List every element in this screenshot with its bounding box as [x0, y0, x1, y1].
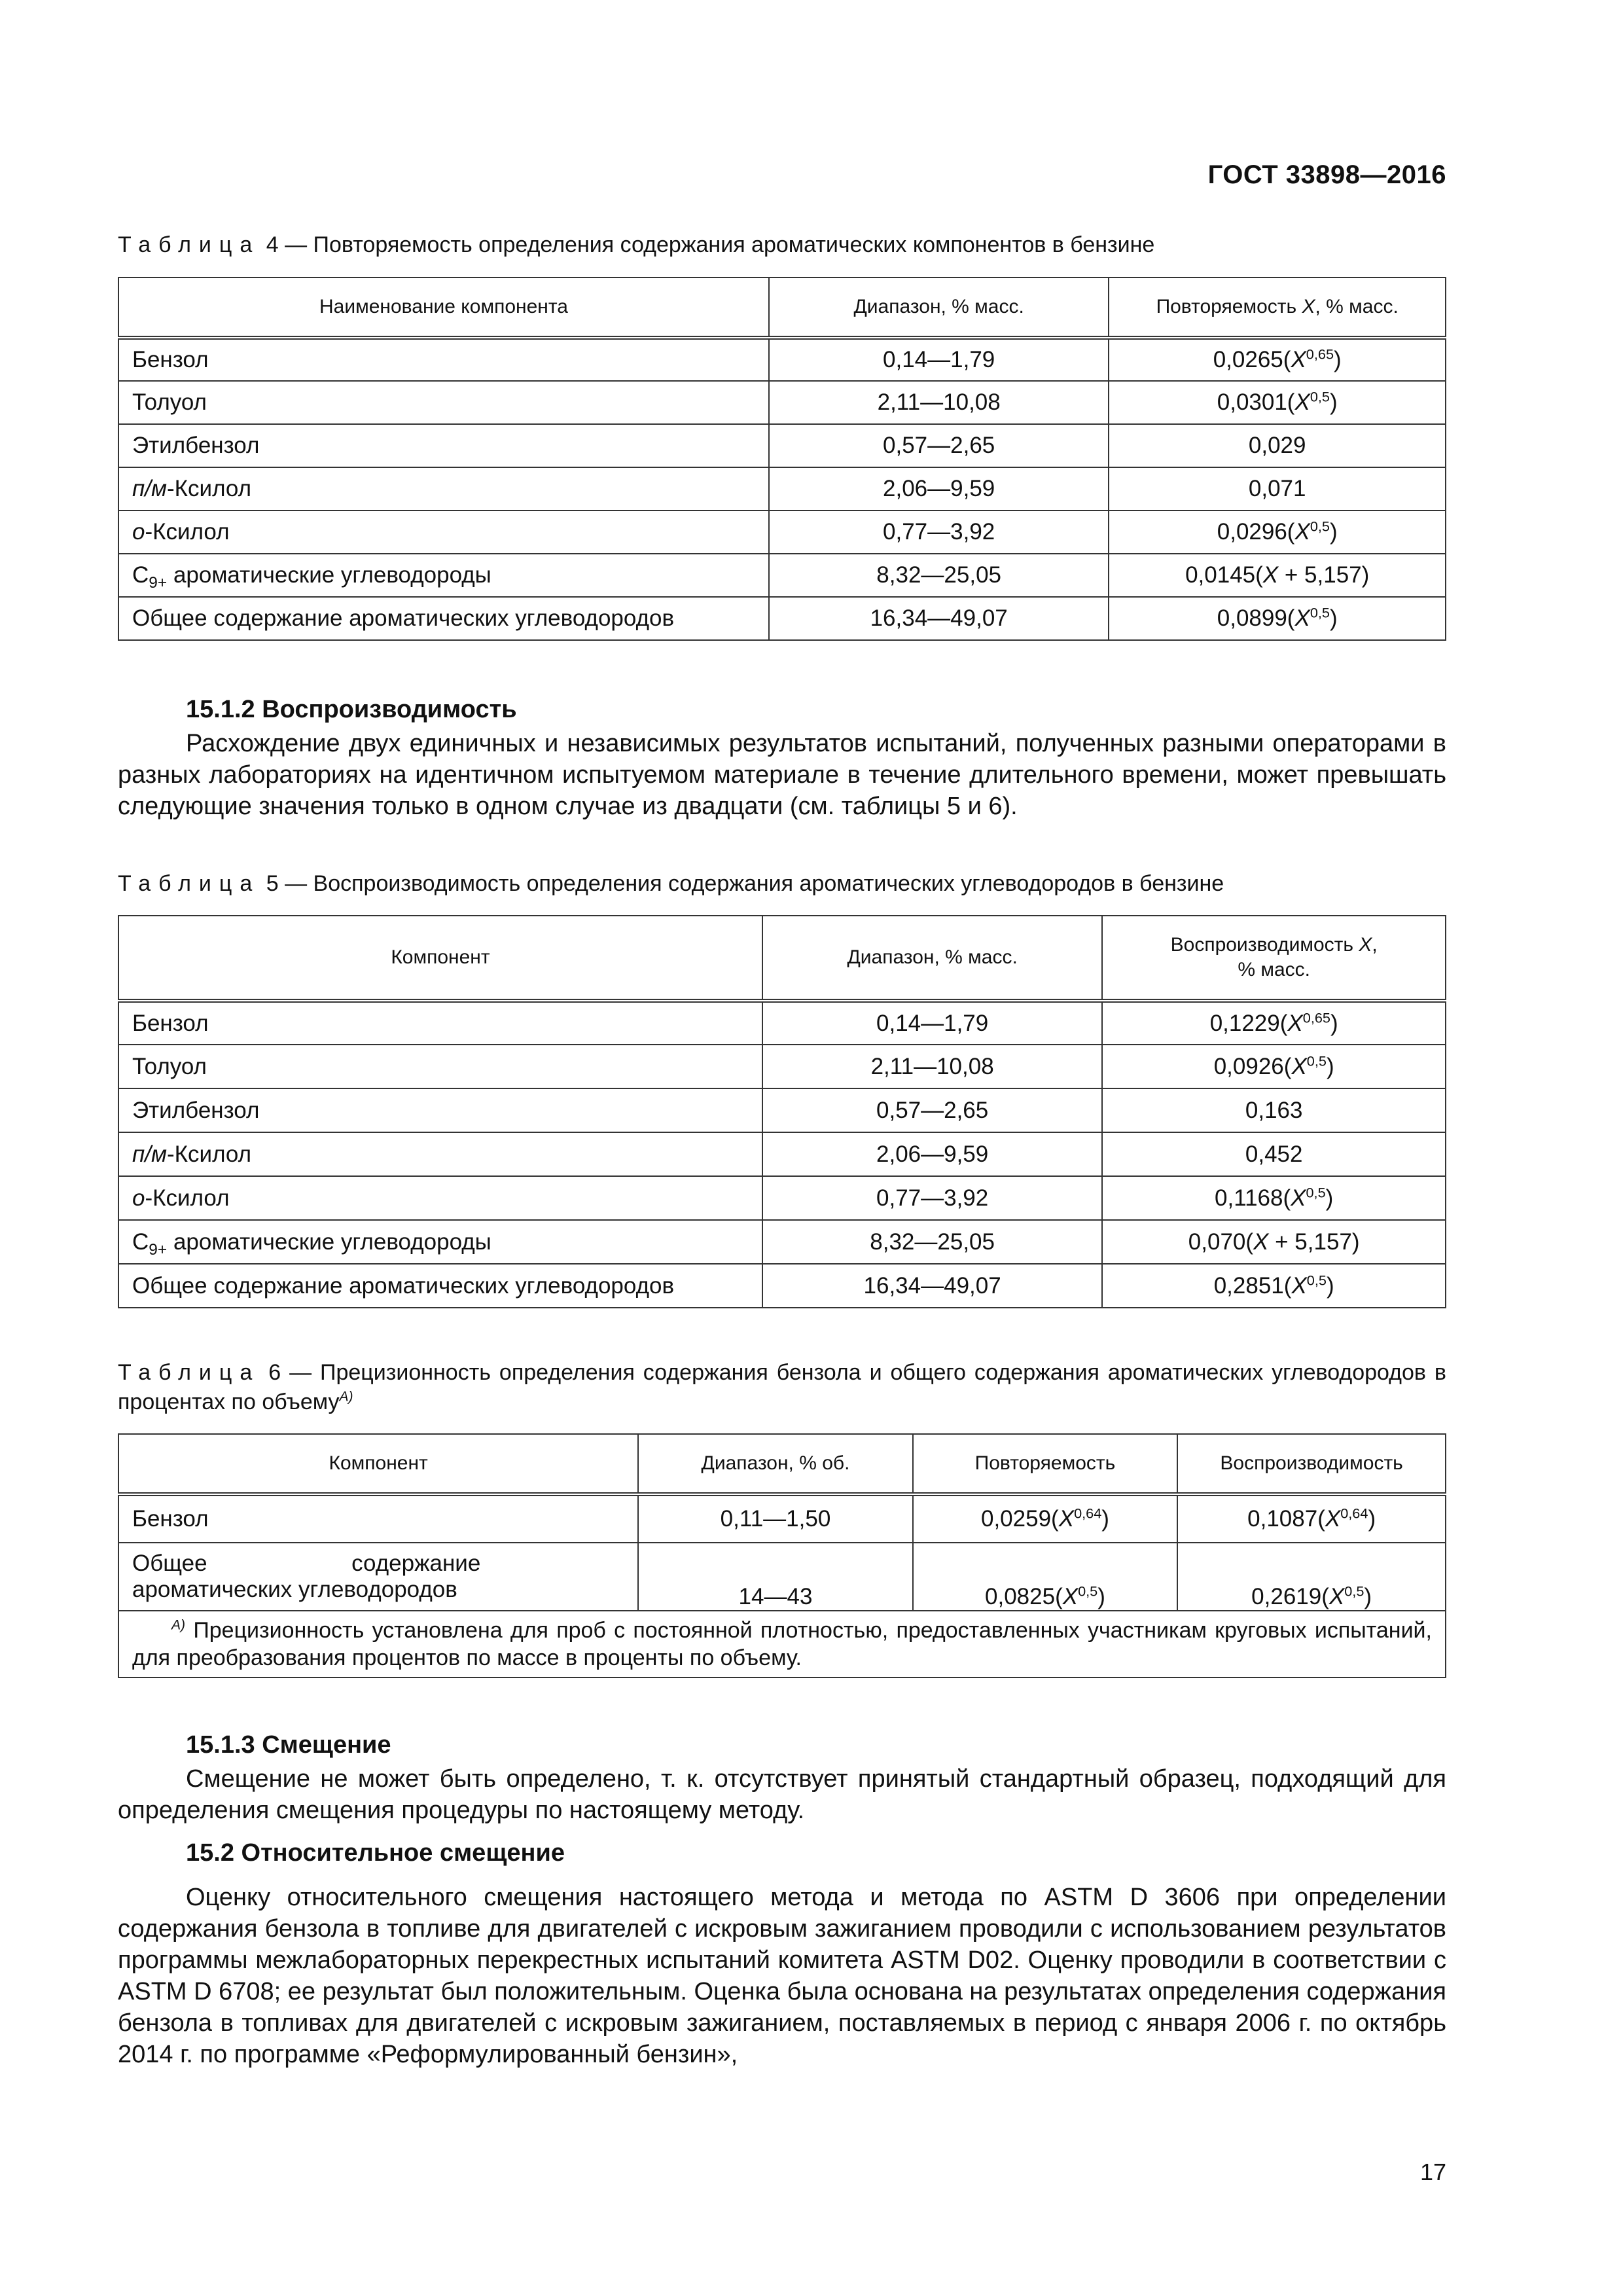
table4-cell-component: о-Ксилол — [118, 511, 769, 554]
table5-header-component: Компонент — [118, 916, 762, 1001]
table6-cell-range: 0,11—1,50 — [638, 1494, 912, 1543]
table6-body — [118, 1494, 1446, 1677]
table6-header-reproducibility: Воспроизводимость — [1177, 1434, 1446, 1494]
section-15-1-3-heading: 15.1.3 Смещение — [186, 1731, 391, 1759]
table5-row — [118, 1220, 1446, 1264]
table6-header-repeatability: Повторяемость — [913, 1434, 1178, 1494]
table6-cell-component: Бензол — [118, 1494, 638, 1543]
table6-footnote: $^{A)}$ Прецизионность установлена для проб с постоянной плотностью, предоставленных участникам круговых испытаний, для преобразования процентов по массе в проценты по объему. — [118, 1611, 1446, 1677]
table5-row — [118, 1176, 1446, 1220]
table6-header-component: Компонент — [118, 1434, 638, 1494]
section-15-1-3-text: Смещение не может быть определено, т. к. отсутствует принятый стандартный образец, подходящий для определения смещения процедуры по настоящему методу. — [118, 1765, 1446, 1824]
table4-cell-range: 0,57—2,65 — [769, 424, 1109, 467]
table4-cell-repeatability: 0,0145(X + 5,157) — [1109, 554, 1446, 597]
table6-caption-word: Таблица — [118, 1360, 260, 1385]
standard-number: ГОСТ 33898—2016 — [1207, 160, 1446, 189]
table5-caption-text: 5 — Воспроизводимость определения содержания ароматических углеводородов в бензине — [260, 871, 1224, 896]
table4-cell-component: Этилбензол — [118, 424, 769, 467]
table4-caption — [118, 230, 1446, 260]
table4-cell-range: 8,32—25,05 — [769, 554, 1109, 597]
table5-cell-reproducibility: 0,070(X + 5,157) — [1102, 1220, 1446, 1264]
table6-caption-note-mark: A) — [339, 1389, 353, 1405]
table6-cell-reproducibility: $0,2619(X^{0,5})$ — [1177, 1543, 1446, 1611]
table5-cell-reproducibility: $0,1229(X^{0,65})$ — [1102, 1001, 1446, 1045]
table4-cell-range: 16,34—49,07 — [769, 597, 1109, 640]
table4-cell-range: 0,77—3,92 — [769, 511, 1109, 554]
table4-cell-repeatability: $0,0296(X^{0,5})$ — [1109, 511, 1446, 554]
table4-row — [118, 424, 1446, 467]
table4-cell-range: 0,14—1,79 — [769, 338, 1109, 381]
table5-cell-reproducibility: $0,2851(X^{0,5})$ — [1102, 1264, 1446, 1308]
table5-cell-reproducibility: 0,163 — [1102, 1088, 1446, 1132]
table4-row — [118, 381, 1446, 424]
table4-cell-component: Бензол — [118, 338, 769, 381]
table5-header-reproducibility: Воспроизводимость X, % масс. — [1102, 916, 1446, 1001]
table4-cell-range: 2,06—9,59 — [769, 467, 1109, 511]
table5-header-range: Диапазон, % масс. — [762, 916, 1102, 1001]
table4-row — [118, 554, 1446, 597]
section-15-1-2-text: Расхождение двух единичных и независимых результатов испытаний, полученных разными операторами в разных лабораториях на идентичном испытуемом материале в течение длительного времени, может превышать следующие значения только в одном случае из двадцати (см. таблицы 5 и 6). — [118, 730, 1446, 820]
table5-row — [118, 1001, 1446, 1045]
table5-cell-range: 0,77—3,92 — [762, 1176, 1102, 1220]
table5-row — [118, 1264, 1446, 1308]
table4-cell-component: Общее содержание ароматических углеводородов — [118, 597, 769, 640]
table4-cell-repeatability: $0,0899(X^{0,5})$ — [1109, 597, 1446, 640]
table5-cell-range: 2,06—9,59 — [762, 1132, 1102, 1176]
table5-row — [118, 1088, 1446, 1132]
table6-row — [118, 1494, 1446, 1543]
table5-cell-reproducibility: 0,452 — [1102, 1132, 1446, 1176]
table4-cell-range: 2,11—10,08 — [769, 381, 1109, 424]
table5-cell-range: 2,11—10,08 — [762, 1045, 1102, 1088]
table4-row — [118, 467, 1446, 511]
table6-cell-repeatability: $0,0259(X^{0,64})$ — [913, 1494, 1178, 1543]
table5-cell-range: 16,34—49,07 — [762, 1264, 1102, 1308]
table6-cell-repeatability: $0,0825(X^{0,5})$ — [913, 1543, 1178, 1611]
table4-body — [118, 338, 1446, 640]
table4-row — [118, 511, 1446, 554]
table5-cell-component: $C_{9+}$ ароматические углеводороды — [118, 1220, 762, 1264]
table5-caption-word: Таблица — [118, 871, 260, 896]
table5-row — [118, 1045, 1446, 1088]
table4-header-repeatability: Повторяемость X, % масс. — [1109, 278, 1446, 338]
page-number: 17 — [1419, 2159, 1446, 2185]
table5-row — [118, 1132, 1446, 1176]
table5-cell-component: Общее содержание ароматических углеводородов — [118, 1264, 762, 1308]
table4-header-range: Диапазон, % масс. — [769, 278, 1109, 338]
table6-cell-component: Общее содержание ароматических углеводородов — [118, 1543, 638, 1611]
table6 — [118, 1433, 1446, 1678]
table4-cell-repeatability: 0,029 — [1109, 424, 1446, 467]
section-15-2-text: Оценку относительного смещения настоящего метода и метода по ASTM D 3606 при определении содержания бензола в топливе для двигателей с искровым зажиганием проводили с использованием результатов программы межлабораторных перекрестных испытаний комитета ASTM D02. Оценку проводили в соответствии с ASTM D 6708; ее результат был положительным. Оценка была основана на результатах определения содержания бензола в топливах для двигателей с искровым зажиганием, поставляемых в период с января 2006 г. по октябрь 2014 г. по программе «Реформулированный бензин», — [118, 1884, 1446, 2068]
table6-row — [118, 1543, 1446, 1611]
table6-cell-range: 14—43 — [638, 1543, 912, 1611]
table4-cell-component: Толуол — [118, 381, 769, 424]
table5-caption — [118, 869, 1446, 899]
table5-cell-component: Бензол — [118, 1001, 762, 1045]
table4-caption-text: 4 — Повторяемость определения содержания ароматических компонентов в бензине — [260, 232, 1155, 257]
table5 — [118, 915, 1446, 1308]
table5-cell-component: о-Ксилол — [118, 1176, 762, 1220]
table4-cell-component: п/м-Ксилол — [118, 467, 769, 511]
table4-row — [118, 597, 1446, 640]
table6-caption-text: 6 — Прецизионность определения содержания бензола и общего содержания ароматических углеводородов в процентах по объему — [118, 1360, 1446, 1414]
table4-cell-repeatability: 0,071 — [1109, 467, 1446, 511]
table4-caption-word: Таблица — [118, 232, 260, 257]
table4-cell-repeatability: $0,0265(X^{0,65})$ — [1109, 338, 1446, 381]
table6-caption — [118, 1358, 1446, 1417]
section-15-2-heading: 15.2 Относительное смещение — [186, 1839, 565, 1867]
table4-header-component: Наименование компонента — [118, 278, 769, 338]
table5-cell-component: п/м-Ксилол — [118, 1132, 762, 1176]
table5-cell-component: Этилбензол — [118, 1088, 762, 1132]
table5-body — [118, 1001, 1446, 1308]
table4-cell-component: $C_{9+}$ ароматические углеводороды — [118, 554, 769, 597]
section-15-1-2-heading: 15.1.2 Воспроизводимость — [186, 696, 517, 723]
table6-cell-reproducibility: $0,1087(X^{0,64})$ — [1177, 1494, 1446, 1543]
table5-cell-range: 8,32—25,05 — [762, 1220, 1102, 1264]
table6-header-range: Диапазон, % об. — [638, 1434, 912, 1494]
table5-cell-component: Толуол — [118, 1045, 762, 1088]
table5-cell-reproducibility: $0,1168(X^{0,5})$ — [1102, 1176, 1446, 1220]
table4-cell-repeatability: $0,0301(X^{0,5})$ — [1109, 381, 1446, 424]
table5-cell-range: 0,57—2,65 — [762, 1088, 1102, 1132]
table4 — [118, 277, 1446, 641]
table4-row — [118, 338, 1446, 381]
table6-footnote-row — [118, 1611, 1446, 1677]
table5-cell-range: 0,14—1,79 — [762, 1001, 1102, 1045]
table5-cell-reproducibility: $0,0926(X^{0,5})$ — [1102, 1045, 1446, 1088]
